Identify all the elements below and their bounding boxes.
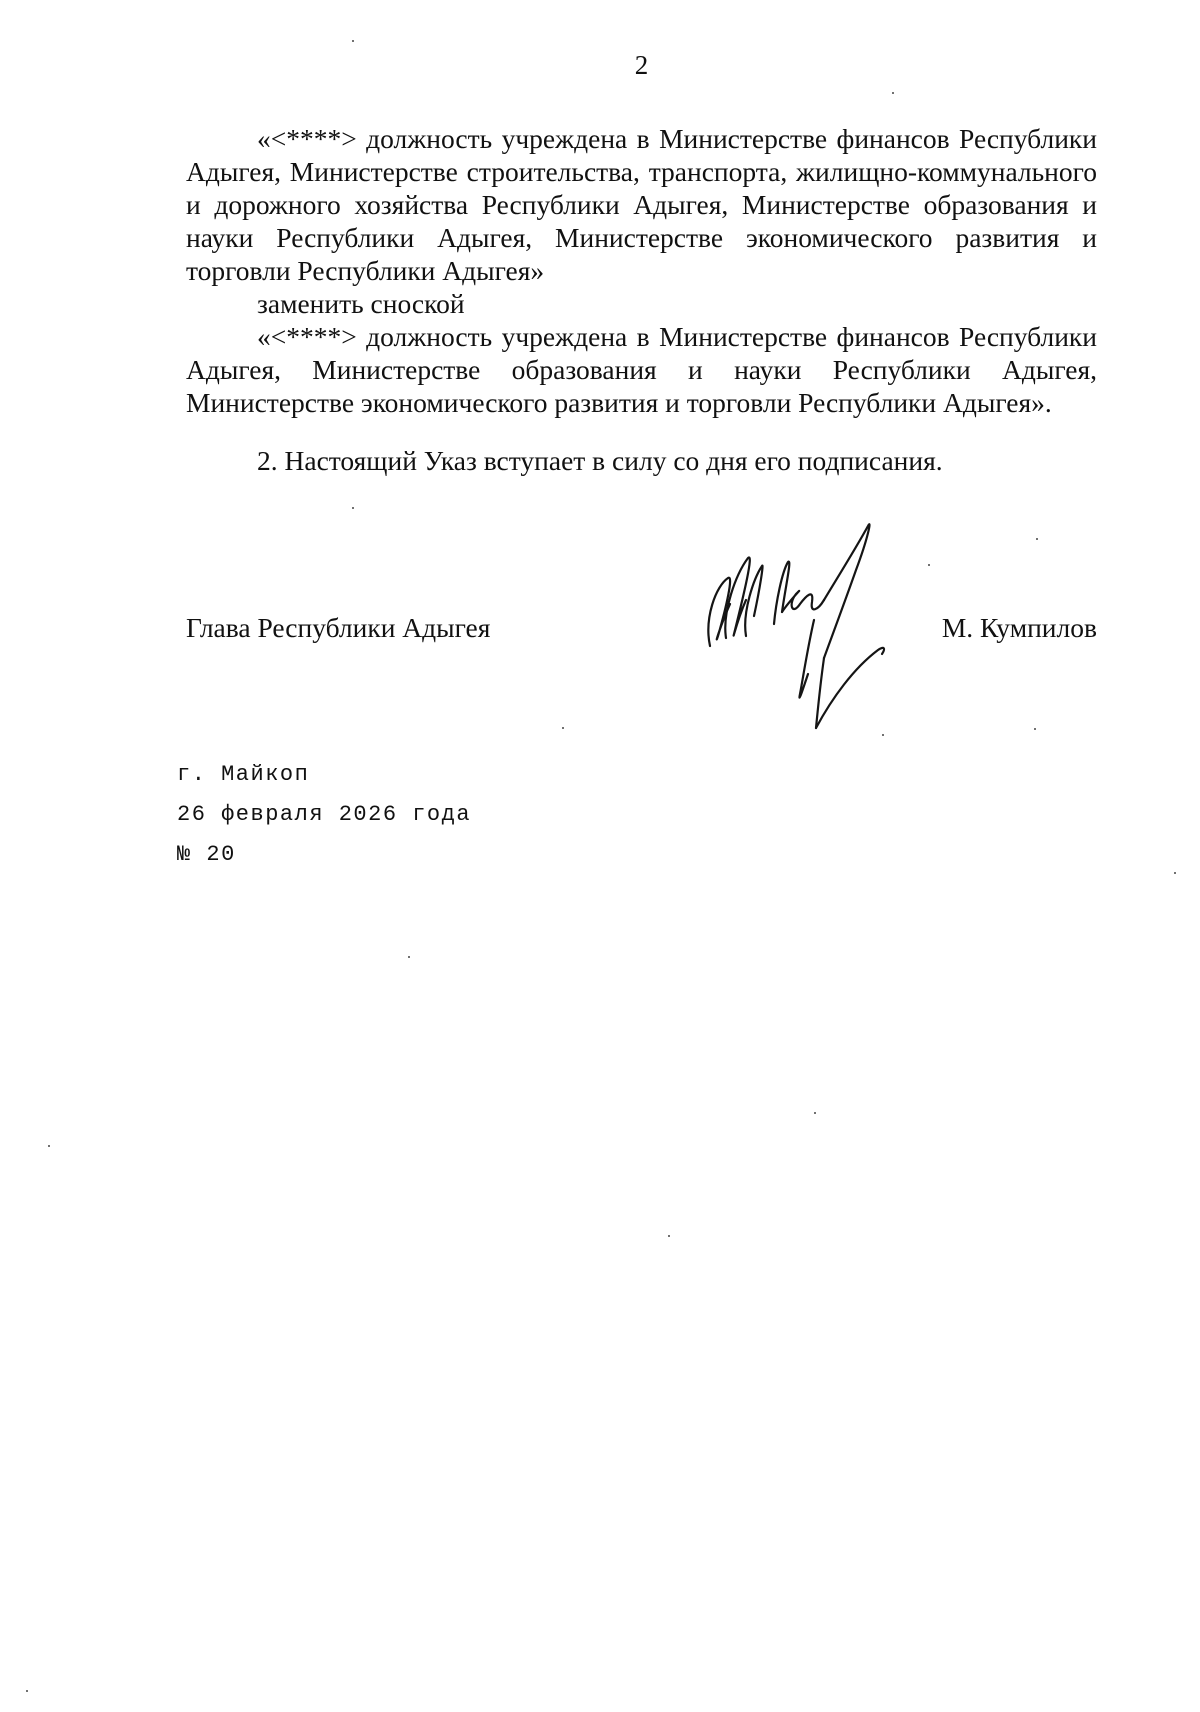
- scan-speck: [26, 1690, 28, 1692]
- scan-speck: [814, 1112, 816, 1114]
- replace-instruction: заменить сноской: [257, 288, 465, 319]
- signer-name: М. Кумпилов: [941, 612, 1097, 643]
- page-number: 2: [634, 50, 649, 80]
- scan-speck: [562, 727, 564, 729]
- scan-speck: [668, 1235, 670, 1237]
- effective-clause: 2. Настоящий Указ вступает в силу со дня его подписания.: [257, 445, 943, 476]
- scan-speck: [352, 40, 354, 42]
- decree-number: № 20: [177, 842, 236, 867]
- scan-speck: [48, 1145, 50, 1147]
- footnote-paragraph-new: «<****> должность учреждена в Министерстве финансов Республики Адыгея, Министерстве образования и науки Республики Адыгея, Министерстве экономического развития и торговли Республики Адыгея».: [186, 321, 1097, 418]
- scan-speck: [1034, 728, 1036, 730]
- scan-speck: [892, 92, 894, 94]
- scan-speck: [1036, 538, 1038, 540]
- document-footer: [177, 755, 471, 875]
- scan-speck: [352, 507, 354, 509]
- scan-speck: [408, 956, 410, 958]
- date: 26 февраля 2026 года: [177, 802, 472, 827]
- scan-speck: [1174, 872, 1176, 874]
- footnote-paragraph-old: «<****> должность учреждена в Министерстве финансов Республики Адыгея, Министерстве строительства, транспорта, жилищно-коммунального и дорожного хозяйства Республики Адыгея, Министерстве образования и науки Республики Адыгея, Министерстве экономического развития и торговли Республики Адыгея»: [186, 123, 1097, 286]
- city: г. Майкоп: [177, 762, 310, 787]
- document-body: [186, 122, 1097, 477]
- handwritten-signature: [696, 508, 906, 733]
- scan-speck: [928, 564, 930, 566]
- signer-title: Глава Республики Адыгея: [186, 612, 491, 643]
- scan-speck: [882, 734, 884, 736]
